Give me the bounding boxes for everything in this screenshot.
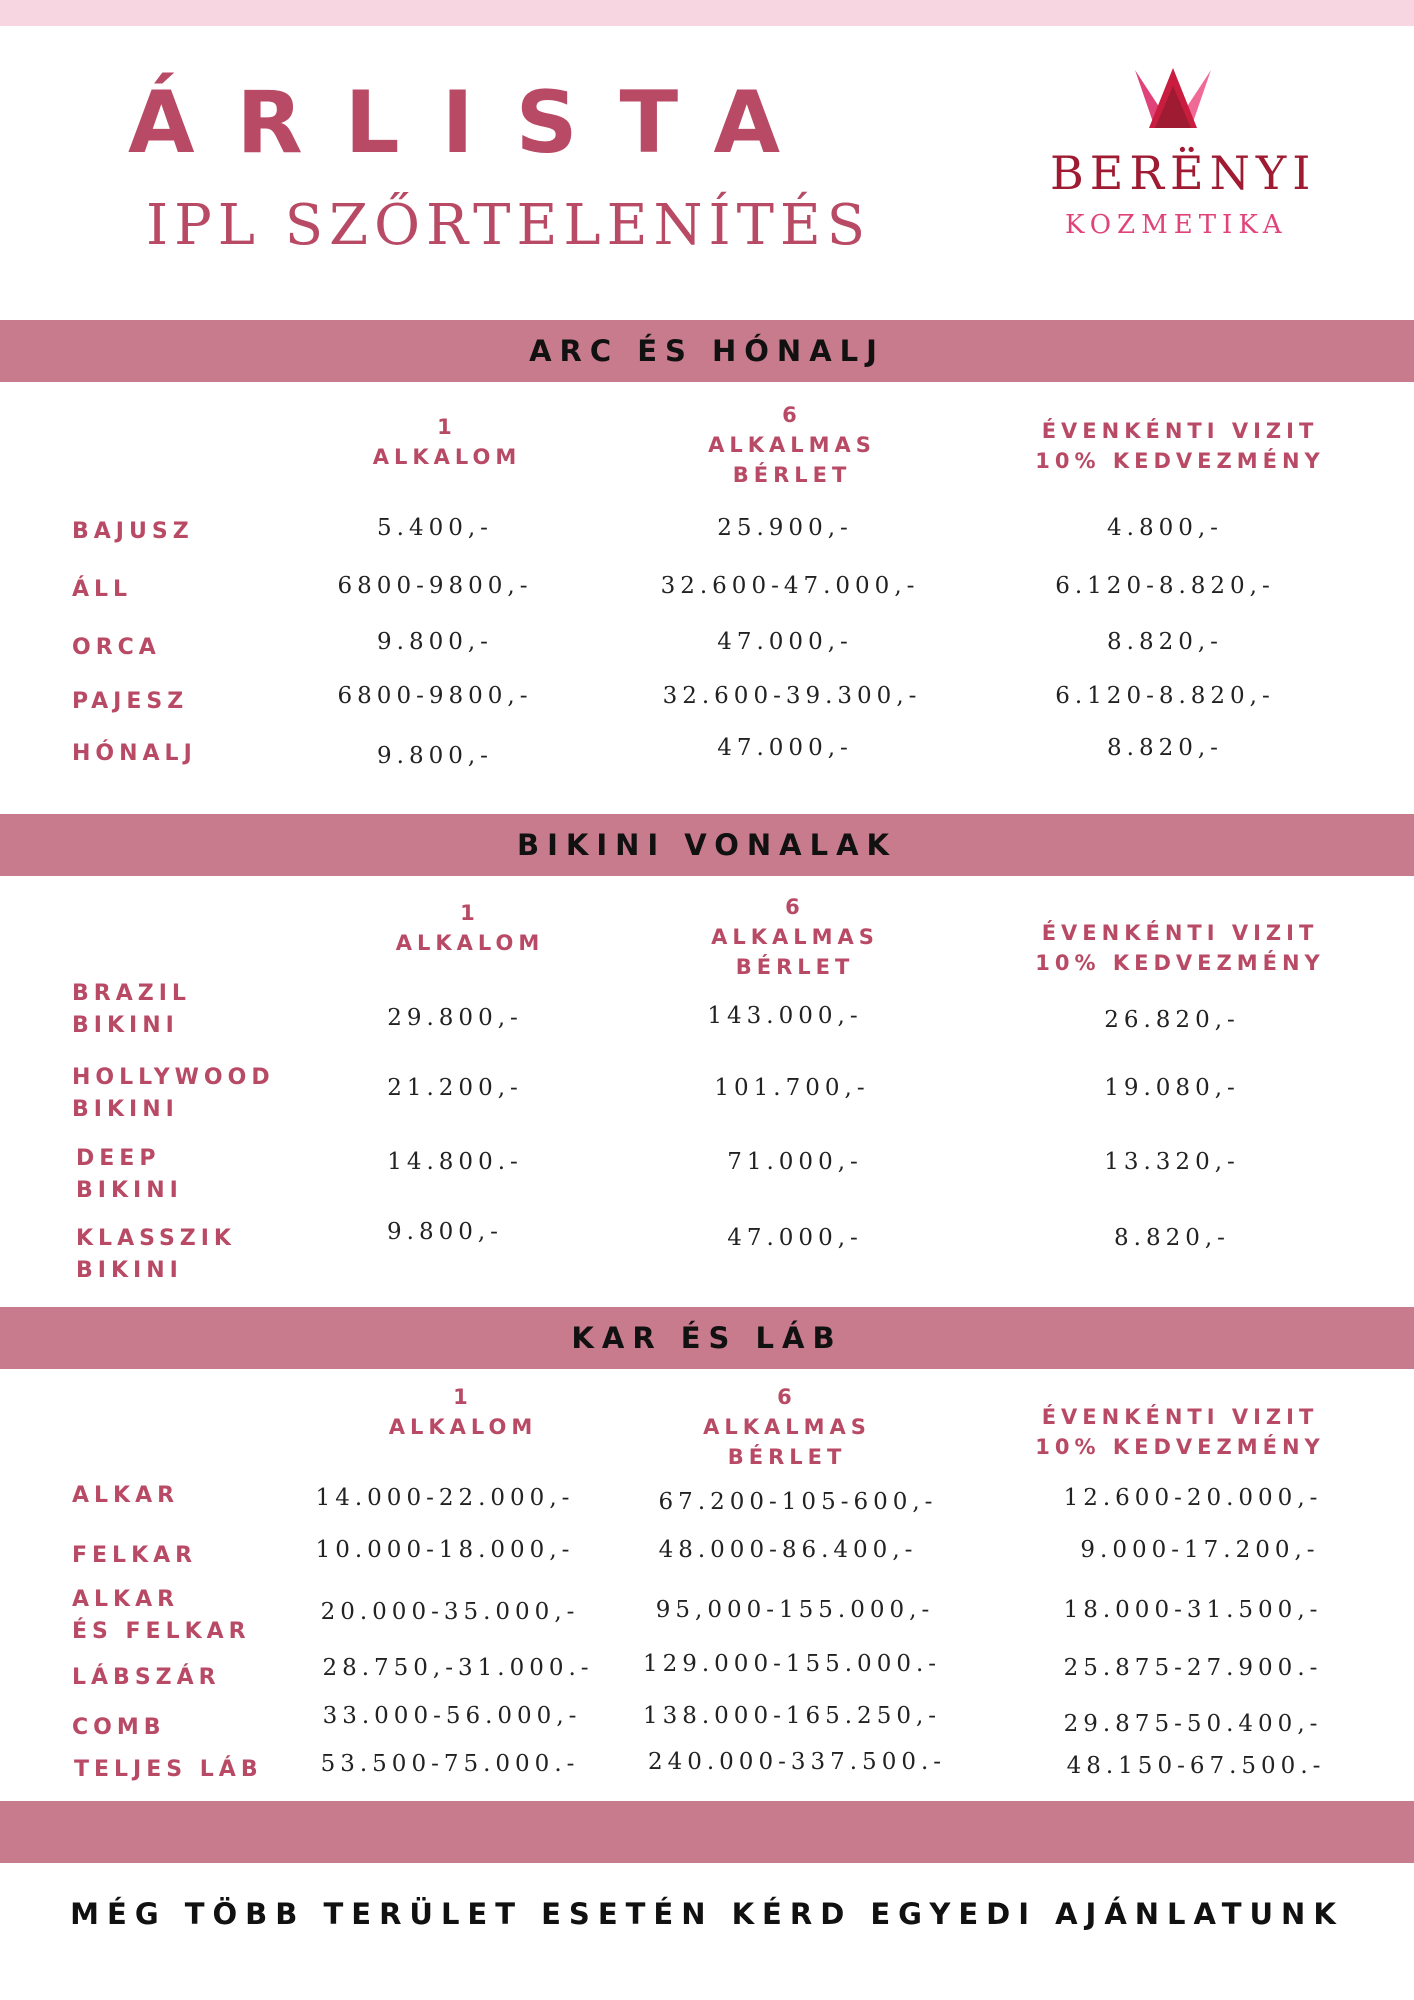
price-pass: 143.000,-: [707, 1003, 863, 1029]
col-header-pass: 6 ALKALMAS BÉRLET: [708, 403, 876, 487]
price-single: 9.800,-: [387, 1219, 503, 1245]
col-header-yearly: ÉVENKÉNTI VIZIT 10% KEDVEZMÉNY: [1035, 921, 1325, 975]
price-single: 21.200,-: [387, 1075, 523, 1101]
col-header-pass: 6 ALKALMAS BÉRLET: [711, 895, 879, 979]
price-yearly: 8.820,-: [1107, 735, 1223, 761]
col-header-single: 1 ALKALOM: [372, 415, 522, 469]
col-header-single: 1 ALKALOM: [395, 901, 545, 955]
row-label: BRAZIL BIKINI: [72, 981, 191, 1038]
price-pass: 129.000-155.000.-: [642, 1651, 942, 1677]
brand-name: BERËNYI: [1050, 146, 1317, 200]
price-single: 29.800,-: [387, 1005, 523, 1031]
section-title: KAR ÉS LÁB: [571, 1321, 843, 1355]
col-header-pass: 6 ALKALMAS BÉRLET: [703, 1385, 871, 1469]
footer-note: MÉG TÖBB TERÜLET ESETÉN KÉRD EGYEDI AJÁNLATUNK: [70, 1897, 1344, 1931]
row-label: HOLLYWOOD BIKINI: [72, 1065, 275, 1122]
price-yearly: 6.120-8.820,-: [1055, 573, 1275, 599]
section-title: ARC ÉS HÓNALJ: [529, 334, 885, 368]
price-single: 6800-9800,-: [337, 683, 533, 709]
price-pass: 48.000-86.400,-: [658, 1537, 918, 1563]
price-yearly: 9.000-17.200,-: [1080, 1537, 1320, 1563]
price-yearly: 19.080,-: [1104, 1075, 1240, 1101]
row-label: ALKAR ÉS FELKAR: [72, 1587, 251, 1644]
price-pass: 138.000-165.250,-: [642, 1703, 942, 1729]
row-label: COMB: [72, 1715, 166, 1740]
row-label: ORCA: [72, 635, 161, 660]
crown-icon: [1135, 68, 1211, 132]
price-pass: 95,000-155.000,-: [655, 1597, 935, 1623]
price-single: 6800-9800,-: [337, 573, 533, 599]
section-title: BIKINI VONALAK: [516, 828, 897, 862]
row-label: BAJUSZ: [72, 519, 194, 544]
price-single: 9.800,-: [377, 743, 493, 769]
row-label: ÁLL: [72, 577, 133, 602]
price-single: 53.500-75.000.-: [320, 1751, 580, 1777]
row-label: TELJES LÁB: [74, 1757, 263, 1782]
price-pass: 101.700,-: [714, 1075, 870, 1101]
col-header-yearly: ÉVENKÉNTI VIZIT 10% KEDVEZMÉNY: [1035, 419, 1325, 473]
price-yearly: 12.600-20.000,-: [1063, 1485, 1323, 1511]
price-yearly: 25.875-27.900.-: [1063, 1655, 1323, 1681]
section-band-kar: [0, 1307, 1414, 1369]
page-subtitle: IPL SZŐRTELENÍTÉS: [146, 193, 872, 258]
row-label: LÁBSZÁR: [72, 1665, 221, 1690]
bottom-band: [0, 1801, 1414, 1863]
price-pass: 67.200-105-600,-: [658, 1489, 938, 1515]
price-yearly: 48.150-67.500.-: [1066, 1753, 1326, 1779]
price-single: 14.800.-: [387, 1149, 523, 1175]
price-single: 5.400,-: [377, 515, 493, 541]
price-pass: 240.000-337.500.-: [647, 1749, 947, 1775]
price-single: 9.800,-: [377, 629, 493, 655]
price-yearly: 4.800,-: [1107, 515, 1223, 541]
price-yearly: 26.820,-: [1104, 1007, 1240, 1033]
price-single: 28.750,-31.000.-: [322, 1655, 594, 1681]
brand-subtitle: KOZMETIKA: [1065, 210, 1288, 240]
price-pass: 32.600-47.000,-: [660, 573, 920, 599]
price-single: 10.000-18.000,-: [315, 1537, 575, 1563]
price-yearly: 18.000-31.500,-: [1063, 1597, 1323, 1623]
price-yearly: 8.820,-: [1107, 629, 1223, 655]
section-band-arc: [0, 320, 1414, 382]
price-pass: 47.000,-: [727, 1225, 863, 1251]
page-title: ÁRLISTA: [128, 73, 823, 173]
row-label: HÓNALJ: [72, 741, 197, 766]
price-yearly: 8.820,-: [1114, 1225, 1230, 1251]
row-label: DEEP BIKINI: [76, 1146, 183, 1203]
price-single: 33.000-56.000,-: [322, 1703, 582, 1729]
price-yearly: 13.320,-: [1104, 1149, 1240, 1175]
price-pass: 25.900,-: [717, 515, 853, 541]
price-pass: 47.000,-: [717, 735, 853, 761]
price-yearly: 6.120-8.820,-: [1055, 683, 1275, 709]
price-pass: 47.000,-: [717, 629, 853, 655]
col-header-yearly: ÉVENKÉNTI VIZIT 10% KEDVEZMÉNY: [1035, 1405, 1325, 1459]
price-single: 20.000-35.000,-: [320, 1599, 580, 1625]
section-band-bikini: [0, 814, 1414, 876]
price-single: 14.000-22.000,-: [315, 1485, 575, 1511]
price-pass: 71.000,-: [727, 1149, 863, 1175]
top-decor-strip: [0, 0, 1414, 26]
row-label: ALKAR: [72, 1483, 180, 1508]
row-label: KLASSZIK BIKINI: [76, 1226, 236, 1283]
row-label: FELKAR: [72, 1543, 198, 1568]
col-header-single: 1 ALKALOM: [388, 1385, 538, 1439]
price-yearly: 29.875-50.400,-: [1063, 1711, 1323, 1737]
price-pass: 32.600-39.300,-: [662, 683, 922, 709]
row-label: PAJESZ: [72, 689, 189, 714]
